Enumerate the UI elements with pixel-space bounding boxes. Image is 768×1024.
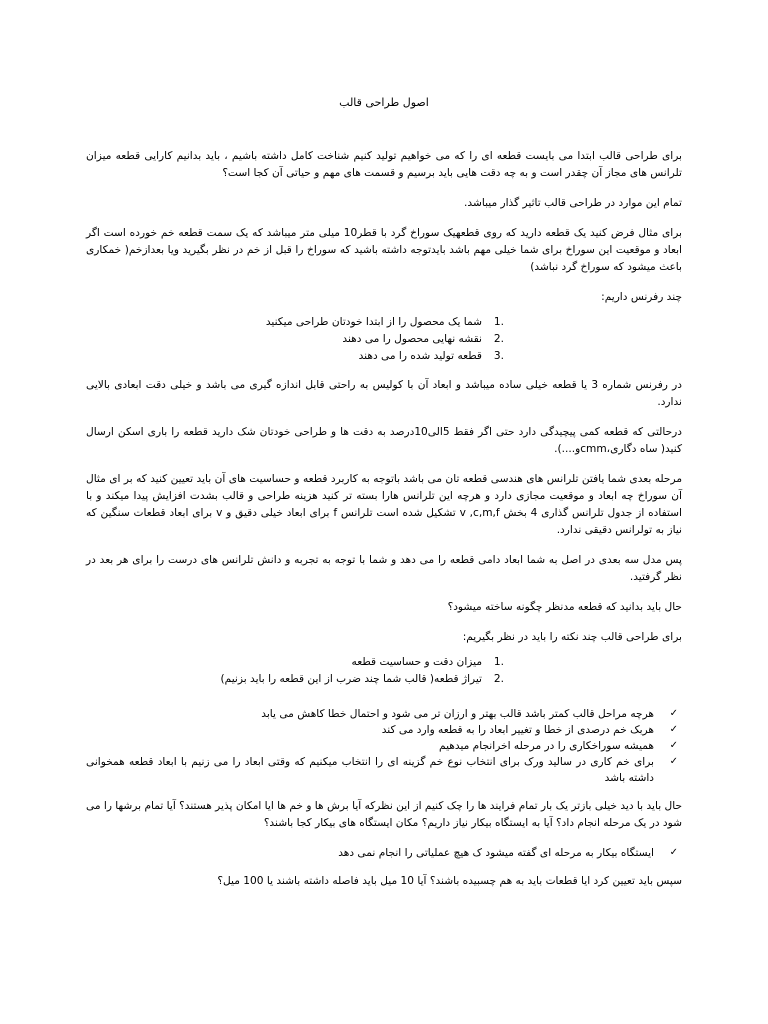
list-item (86, 654, 504, 671)
list-item (86, 331, 504, 348)
list-number: 2. (493, 333, 504, 345)
check-item (86, 722, 678, 738)
reference-list (86, 314, 682, 365)
check-item-text: هرچه مراحل قالب کمتر باشد قالب بهتر و ارزان تر می شود و احتمال خطا کاهش می یابد (261, 708, 654, 720)
list-item-text: قطعه تولید شده را می دهند (358, 350, 482, 362)
paragraph: مرحله بعدی شما یافتن تلرانس های هندسی قطعه تان می باشد باتوجه به کاربرد قطعه و حساسیت های آن باید تعیین کنید که بر ای مثال آن سوراخ چه ابعاد و موقعیت مجازی دارد و هرچه این تلرانس هارا بسته تر کنید هزینه طراحی و قالب بشدت افزایش پیدا میکند و با استفاده از جدول تلرانس گذاری 4 بخش v ,c,m,f تشکیل شده است تلرانس f برای ابعاد خیلی دقیق و v برای ابعاد قطعات سنگین که نیاز به تولرانس دقیقی ندارد. (86, 473, 682, 536)
list-item (86, 671, 504, 688)
list-item (86, 348, 504, 365)
paragraph: سپس باید تعیین کرد ایا قطعات باید به هم چسبیده باشند؟ آیا 10 میل باید فاصله داشته باشند یا 100 میل؟ (217, 875, 682, 887)
paragraph: چند رفرنس داریم: (601, 291, 682, 303)
check-item (86, 754, 678, 786)
check-item-text: ایستگاه بیکار به مرحله ای گفته میشود ک هیچ عملیاتی را انجام نمی دهد (338, 847, 654, 859)
list-item-text: شما یک محصول را از ابتدا خودتان طراحی میکنید (265, 316, 482, 328)
check-item (86, 845, 678, 861)
list-item-text: تیراژ قطعه( قالب شما چند ضرب از این قطعه را باید بزنیم) (220, 673, 482, 685)
check-item (86, 706, 678, 722)
checklist (86, 845, 682, 861)
list-number: 3. (493, 350, 504, 362)
list-number: 1. (493, 316, 504, 328)
document-title: اصول طراحی قالب (339, 96, 429, 109)
list-number: 2. (493, 673, 504, 685)
check-icon: ✓ (669, 724, 678, 735)
checklist (86, 706, 682, 786)
document-body (86, 148, 682, 903)
paragraph: حال باید بدانید که قطعه مدنظر چگونه ساخته میشود؟ (447, 601, 682, 613)
paragraph: حال باید با دید خیلی بازتر یک بار تمام فرایند ها را چک کنیم از این نظرکه آیا برش ها و خم ها ایا امکان پذیر هستند؟ آیا تمام برشها را می شود در یک مرحله انجام داد؟ آیا به ایستگاه بیکار نیاز داریم؟ مکان ایستگاه های بیکار کجا باشند؟ (86, 800, 682, 829)
check-icon: ✓ (669, 756, 678, 767)
check-icon: ✓ (669, 847, 678, 858)
list-item (86, 314, 504, 331)
check-item-text: هربک خم درصدی از خطا و تغییر ابعاد را به قطعه وارد می کند (381, 724, 654, 736)
paragraph: درحالتی که قطعه کمی پیچیدگی دارد حتی اگر فقط 5الی10درصد به دقت ها و طراحی خودتان شک دارید قطعه را باری اسکن ارسال کنید( ساه دگاری،cmmو....). (86, 426, 682, 455)
check-icon: ✓ (669, 708, 678, 719)
paragraph: برای طراحی قالب چند نکته را باید در نظر بگیریم: (462, 631, 682, 643)
list-number: 1. (493, 656, 504, 668)
check-item-text: همیشه سوراخکاری را در مرحله اخرانجام میدهیم (439, 740, 654, 752)
paragraph: پس مدل سه بعدی در اصل به شما ابعاد دامی قطعه را می دهد و شما با توجه به تجربه و دانش تلرانس های درست را برای هر بعد در نظر گرفتید. (86, 554, 682, 583)
check-item-text: برای خم کاری در سالید ورک برای انتخاب نوع خم گزینه ای را انتخاب میکنیم که وقتی ابعاد را می زنیم با ابعاد قطعه همخوانی داشته باشد (86, 756, 654, 784)
list-item-text: میزان دقت و حساسیت قطعه (351, 656, 482, 668)
check-item (86, 738, 678, 754)
paragraph: برای طراحی قالب ابتدا می بایست قطعه ای را که می خواهیم تولید کنیم شناخت کامل داشته باشیم ، باید بدانیم کارایی قطعه میزان تلرانس های مجاز آن چقدر است و به چه دقت هایی باید برسیم و قسمت های مهم و حیاتی آن کجا است؟ (86, 150, 682, 179)
check-icon: ✓ (669, 740, 678, 751)
list-item-text: نقشه نهایی محصول را می دهند (342, 333, 482, 345)
paragraph: برای مثال فرض کنید یک قطعه دارید که روی قطعهیک سوراخ گرد با قطر10 میلی متر میباشد که یک سمت قطعه خم خورده است اگر ابعاد و موقعیت این سوراخ برای شما خیلی مهم باشد بایدتوجه داشته باشید که سوراخ را قبل از خم در نظر بگیرید ویا بعدازخم( خمکاری باعث میشود که سوراخ گرد نباشد) (86, 227, 682, 273)
paragraph: تمام این موارد در طراحی قالب تاثیر گذار میباشد. (464, 197, 682, 209)
paragraph: در رفرنس شماره 3 یا قطعه خیلی ساده میباشد و ابعاد آن با کولیس به راحتی قابل اندازه گیری می باشد و خیلی دقت ابعادی بالایی ندارد. (86, 379, 682, 408)
points-list (86, 654, 682, 688)
